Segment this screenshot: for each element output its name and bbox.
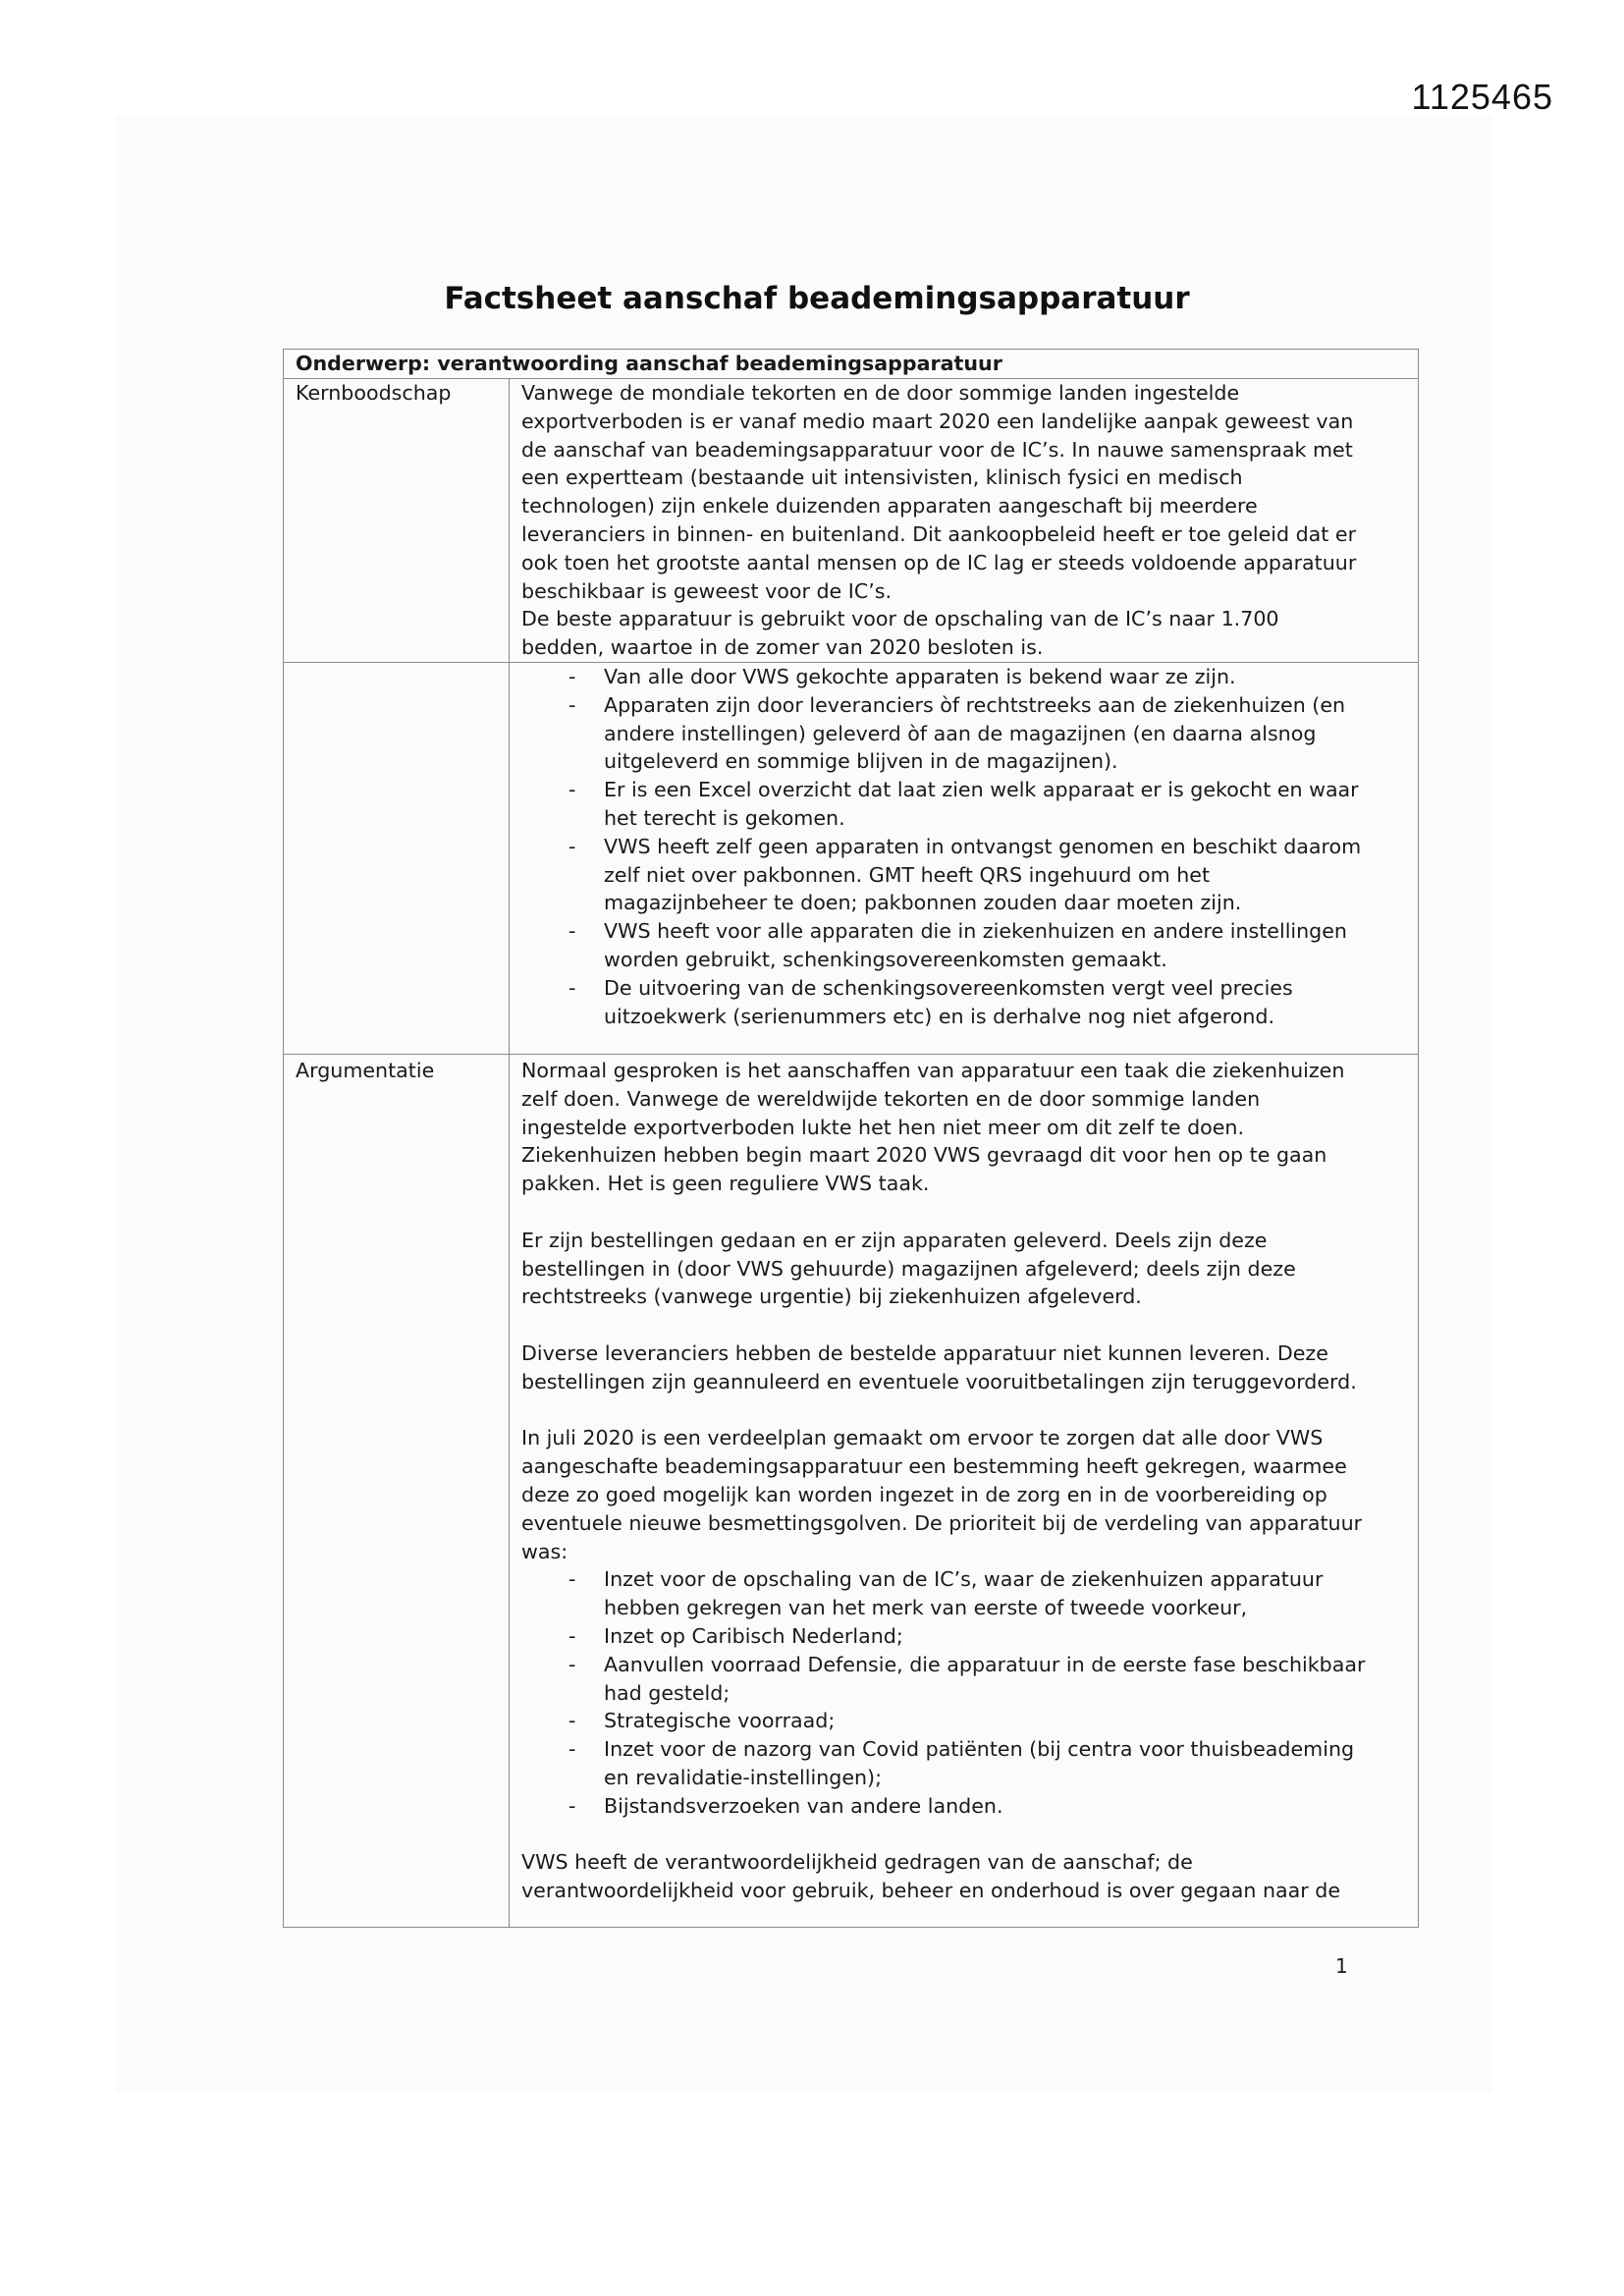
text-line: een expertteam (bestaande uit intensivisten, klinisch fysici en medisch <box>521 465 1243 490</box>
paragraph <box>521 1424 1408 1565</box>
paragraph <box>521 1227 1408 1311</box>
text-line: ingestelde exportverboden lukte het hen niet meer om dit zelf te doen. <box>521 1115 1245 1139</box>
list-item <box>568 833 1408 917</box>
text-line: had gesteld; <box>604 1680 731 1705</box>
text-line: eventuele nieuwe besmettingsgolven. De prioriteit bij de verdeling van apparatuur <box>521 1510 1363 1535</box>
text-line: - Bijstandsverzoeken van andere landen. <box>604 1793 1003 1818</box>
text-line: De beste apparatuur is gebruikt voor de opschaling van de IC’s naar 1.700 <box>521 607 1279 631</box>
text-line: Ziekenhuizen hebben begin maart 2020 VWS gevraagd dit voor hen op te gaan <box>521 1143 1327 1168</box>
text-line: - Apparaten zijn door leveranciers òf rechtstreeks aan de ziekenhuizen (en <box>604 692 1346 717</box>
text-line: - Strategische voorraad; <box>604 1709 836 1733</box>
text-line: In juli 2020 is een verdeelplan gemaakt om ervoor te zorgen dat alle door VWS <box>521 1426 1324 1450</box>
text-line: Diverse leveranciers hebben de bestelde apparatuur niet kunnen leveren. Deze <box>521 1340 1328 1365</box>
page-number: 1 <box>1335 1954 1348 1978</box>
priority-bullet-list <box>521 1565 1408 1820</box>
text-line: rechtstreeks (vanwege urgentie) bij ziekenhuizen afgeleverd. <box>521 1285 1142 1309</box>
list-item <box>568 663 1408 691</box>
paragraph <box>521 1848 1408 1905</box>
table-row <box>284 1054 1419 1927</box>
text-line: zelf doen. Vanwege de wereldwijde tekorten en de door sommige landen <box>521 1086 1261 1111</box>
factsheet-table <box>283 349 1419 1928</box>
facts-cell <box>510 662 1419 1054</box>
argumentatie-cell <box>510 1054 1419 1927</box>
text-line: deze zo goed mogelijk kan worden ingezet in de zorg en in de voorbereiding op <box>521 1482 1327 1506</box>
text-line: leveranciers in binnen- en buitenland. Dit aankoopbeleid heeft er toe geleid dat er <box>521 521 1357 546</box>
text-line: pakken. Het is geen reguliere VWS taak. <box>521 1172 930 1196</box>
text-line: bestellingen in (door VWS gehuurde) magazijnen afgeleverd; deels zijn deze <box>521 1256 1296 1281</box>
text-line: bedden, waartoe in de zomer van 2020 besloten is. <box>521 635 1044 660</box>
text-line: andere instellingen) geleverd òf aan de magazijnen (en daarna alsnog <box>604 721 1317 745</box>
text-line: uitzoekwerk (serienummers etc) en is derhalve nog niet afgerond. <box>604 1004 1275 1028</box>
list-item <box>568 1707 1408 1735</box>
text-line: ook toen het grootste aantal mensen op de IC lag er steeds voldoende apparatuur <box>521 550 1357 574</box>
list-item <box>568 974 1408 1031</box>
list-item <box>568 917 1408 974</box>
table-header: Onderwerp: verantwoording aanschaf beademingsapparatuur <box>284 350 1419 379</box>
text-line: Vanwege de mondiale tekorten en de door sommige landen ingestelde <box>521 381 1240 405</box>
row-label-empty <box>284 662 510 1054</box>
text-line: exportverboden is er vanaf medio maart 2020 een landelijke aanpak geweest van <box>521 409 1354 433</box>
document-id: 1125465 <box>1411 77 1553 117</box>
table-row <box>284 662 1419 1054</box>
paragraph <box>521 1057 1408 1198</box>
text-line: verantwoordelijkheid voor gebruik, beheer en onderhoud is over gegaan naar de <box>521 1879 1340 1903</box>
row-label-kernboodschap: Kernboodschap <box>284 379 510 663</box>
text-line: - De uitvoering van de schenkingsovereenkomsten vergt veel precies <box>604 975 1293 1000</box>
text-line: - Aanvullen voorraad Defensie, die apparatuur in de eerste fase beschikbaar <box>604 1652 1366 1676</box>
text-line: - Er is een Excel overzicht dat laat zien welk apparaat er is gekocht en waar <box>604 778 1359 802</box>
text-line: Er zijn bestellingen gedaan en er zijn apparaten geleverd. Deels zijn deze <box>521 1228 1268 1252</box>
text-line: worden gebruikt, schenkingsovereenkomsten gemaakt. <box>604 947 1167 971</box>
list-item <box>568 1565 1408 1622</box>
text-line: - VWS heeft voor alle apparaten die in ziekenhuizen en andere instellingen <box>604 919 1347 944</box>
text-line: uitgeleverd en sommige blijven in de magazijnen). <box>604 749 1118 774</box>
list-item <box>568 776 1408 833</box>
text-line: de aanschaf van beademingsapparatuur voor de IC’s. In nauwe samenspraak met <box>521 437 1353 462</box>
text-line: zelf niet over pakbonnen. GMT heeft QRS ingehuurd om het <box>604 862 1211 887</box>
text-line: VWS heeft de verantwoordelijkheid gedragen van de aanschaf; de <box>521 1850 1193 1875</box>
text-line: en revalidatie-instellingen); <box>604 1765 883 1789</box>
table-row <box>284 379 1419 663</box>
text-line: bestellingen zijn geannuleerd en eventuele vooruitbetalingen zijn teruggevorderd. <box>521 1369 1357 1394</box>
text-line: hebben gekregen van het merk van eerste of tweede voorkeur, <box>604 1596 1248 1620</box>
page-title: Factsheet aanschaf beademingsapparatuur <box>444 281 1190 316</box>
kernboodschap-text <box>510 379 1419 663</box>
text-line: het terecht is gekomen. <box>604 805 845 830</box>
text-line: beschikbaar is geweest voor de IC’s. <box>521 578 893 603</box>
text-line: - Van alle door VWS gekochte apparaten is bekend waar ze zijn. <box>604 664 1236 688</box>
list-item <box>568 1651 1408 1708</box>
text-line: was: <box>521 1539 568 1563</box>
text-line: aangeschafte beademingsapparatuur een bestemming heeft gekregen, waarmee <box>521 1454 1347 1479</box>
text-line: - VWS heeft zelf geen apparaten in ontvangst genomen en beschikt daarom <box>604 834 1362 858</box>
facts-bullet-list <box>521 663 1408 1030</box>
list-item <box>568 1735 1408 1792</box>
text-line: - Inzet voor de nazorg van Covid patiënten (bij centra voor thuisbeademing <box>604 1737 1355 1762</box>
text-line: Normaal gesproken is het aanschaffen van apparatuur een taak die ziekenhuizen <box>521 1058 1345 1082</box>
list-item <box>568 1792 1408 1821</box>
text-line: magazijnbeheer te doen; pakbonnen zouden daar moeten zijn. <box>604 891 1242 915</box>
paragraph <box>521 1339 1408 1396</box>
text-line: - Inzet op Caribisch Nederland; <box>604 1623 903 1648</box>
text-line: technologen) zijn enkele duizenden apparaten aangeschaft bij meerdere <box>521 494 1258 519</box>
text-line: - Inzet voor de opschaling van de IC’s, waar de ziekenhuizen apparatuur <box>604 1567 1324 1592</box>
list-item <box>568 691 1408 776</box>
list-item <box>568 1622 1408 1651</box>
row-label-argumentatie: Argumentatie <box>284 1054 510 1927</box>
